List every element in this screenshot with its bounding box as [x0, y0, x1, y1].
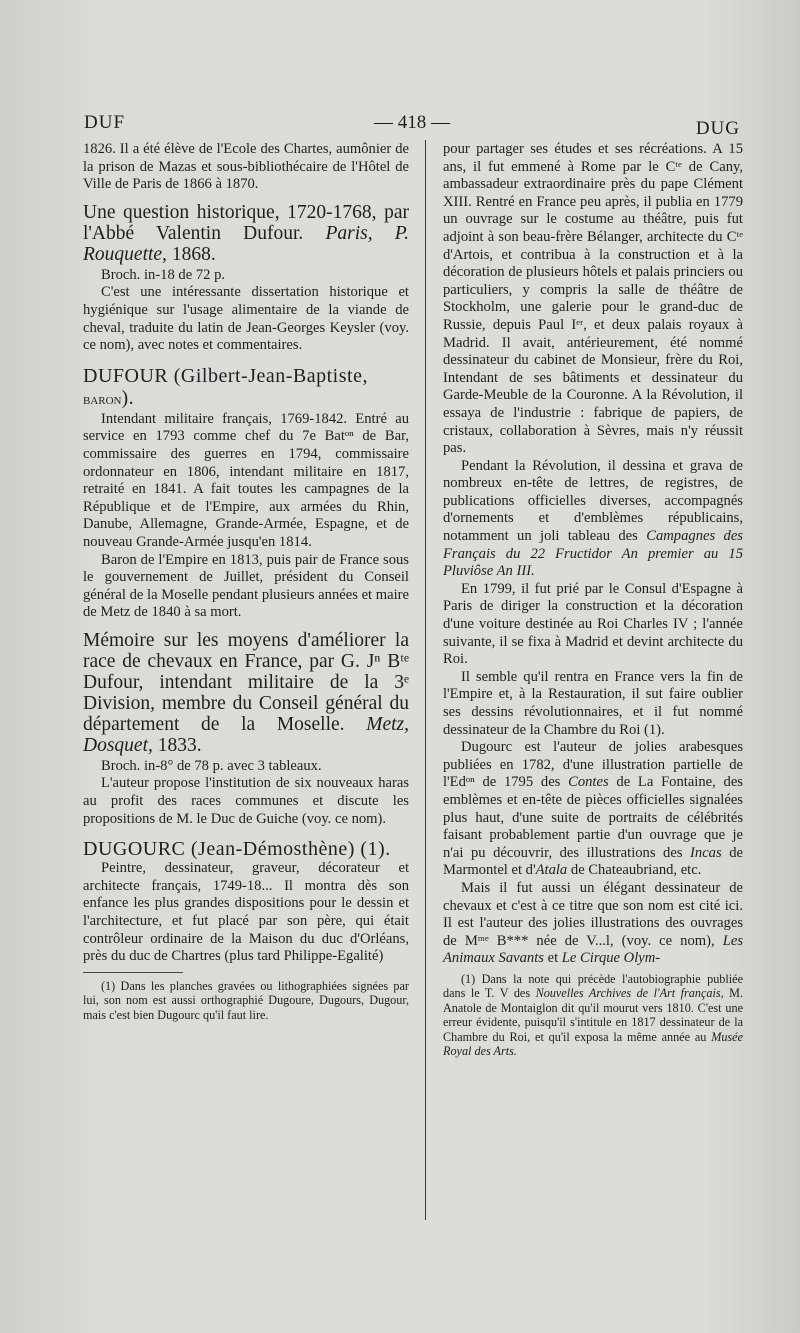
paragraph: C'est une intéressante dissertation historique et hygiénique sur l'usage alimentaire de la viande de cheval, traduite du latin de Jean-Georges Keysler (voy. ce nom), avec notes et commentaires.: [83, 284, 409, 354]
entry-name: DUFOUR (Gilbert-Jean-Baptiste,: [83, 364, 368, 387]
italic-title: Atala: [535, 862, 568, 879]
book-year: 1868.: [171, 243, 216, 265]
book-title-text: Mémoire sur les moyens d'améliorer la race de chevaux en France, par G. Jⁿ Bᵗᵉ Dufour, intendant militaire de la 3ᵉ Division, membre du Conseil général du département de la Moselle.: [83, 629, 409, 735]
paragraph: 1826. Il a été élève de l'Ecole des Chartes, aumônier de la prison de Mazas et sous-bibliothécaire de l'Hôtel de Ville de Paris de 1866 à 1870.: [83, 141, 409, 193]
paragraph: Intendant militaire français, 1769-1842. Entré au service en 1793 comme chef du 7e Batᵒⁿ de Bar, commissaire des guerres en 1794, commissaire ordonnateur en 1806, intendant militaire en 1817, retraité en 1841. A fait toutes les campagnes de la République et de l'Empire, aux armées du Rhin, Danube, Allemagne, Grande-Armée, Espagne, et de nouveau Grande-Armée jusqu'en 1814.: [83, 410, 409, 550]
italic-title: Le Cirque Olym-: [561, 950, 661, 967]
paragraph: pour partager ses études et ses récréations. A 15 ans, il fut emmené à Rome par le Cᵗᵉ de Cany, ambassadeur extraordinaire près du pape Clément XIII. Rentré en France peu après, il publia en 1779 un ouvrage sur le costume au théâtre, puis fut adjoint à son beau-frère Bélanger, architecte du Cᵗᵉ d'Artois, et contribua à la construction et à la décoration de plusieurs hôtels et palais princiers ou particuliers, y compris la salle de théâtre de Stockholm, une galerie pour le grand-duc de Russie, depuis Paul Iᵉʳ, et deux palais royaux à Madrid. Il avait, antérieurement, été nommé dessinateur du cabinet de Monsieur, frère du Roi, Intendant de ses bâtiments et dessinateur du Garde-Meuble de la Couronne. A la Révolution, il essaya de l'industrie : fabrique de papiers, de cristaux, collaboration à Sèvres, mais n'y réussit pas.: [443, 141, 743, 457]
italic-title: Nouvelles Archives de l'Art français,: [535, 986, 724, 1001]
footnote: [443, 972, 743, 1058]
running-header: [84, 112, 740, 140]
italic-title: Incas: [690, 844, 722, 861]
book-imprint: Paris, P. Rouquette,: [83, 222, 410, 265]
paragraph-text: de La Fontaine, des emblèmes et en-tête de pièces officielles signalées plus haut, d'une suite de portraits de célébrités faisant probablement partie d'un ouvrage que je n'ai pu découvrir, des illustrations des: [443, 774, 743, 861]
paragraph-text: et: [547, 950, 559, 967]
header-left-word: DUF: [84, 112, 126, 133]
right-column: [443, 141, 743, 1058]
header-right-word: DUG: [695, 118, 740, 139]
footnote-rule: [83, 972, 183, 973]
paragraph: L'auteur propose l'institution de six nouveaux haras au profit des races communes et discute les propositions de M. le Duc de Guiche (voy. ce nom).: [83, 775, 409, 827]
book-year: 1833.: [157, 734, 202, 756]
format-note: Broch. in-18 de 72 p.: [101, 266, 226, 283]
book-title: [83, 630, 409, 756]
page-number: — 418 —: [374, 112, 450, 133]
paragraph: Peintre, dessinateur, graveur, décorateur et architecte français, 1749-18... Il montra dès son enfance les plus grandes dispositions pour le dessin et l'architecture, et fut placé par son père, qui était contrôleur ordinaire de la Maison du duc d'Orléans, près du duc de Chartres (plus tard Philippe-Egalité): [83, 860, 409, 965]
book-title-text: Une question historique, 1720-1768, par l'Abbé Valentin Dufour.: [83, 201, 409, 244]
paragraph: Il semble qu'il rentra en France vers la fin de l'Empire et, à la Restauration, il sut faire oublier ses dessins révolutionnaires, et il fut nommé dessinateur de la Chambre du Roi (1).: [443, 668, 743, 738]
entry-title-smallcaps: baron: [83, 391, 122, 408]
paragraph-text: Dugourc est l'auteur de jolies arabesques publiées en 1782, d'une illustration partielle de l'Edᵒⁿ de 1795 des: [443, 739, 743, 791]
paragraph-text: de Marmontel et d': [443, 844, 743, 879]
format-note: Broch. in-8° de 78 p. avec 3 tableaux.: [101, 757, 322, 774]
entry-name-end: ).: [121, 386, 135, 409]
paragraph: [443, 739, 743, 880]
paragraph: En 1799, il fut prié par le Consul d'Espagne à Paris de diriger la construction et la décoration d'une voiture destinée au Roi Charles IV ; l'année suivante, il se fixa à Madrid et devint architecte du Roi.: [443, 580, 743, 668]
footnote-text: (1) Dans la note qui précède l'autobiographie publiée dans le T. V des: [443, 971, 743, 1001]
italic-title: Les Animaux Savants: [443, 932, 743, 967]
paragraph: Baron de l'Empire en 1813, puis pair de France sous le gouvernement de Juillet, président du Conseil général de la Moselle pendant plusieurs années et maire de Metz de 1840 à sa mort.: [83, 551, 409, 621]
left-column: [83, 141, 409, 1022]
column-divider: [425, 140, 426, 1220]
italic-title: Campagnes des Français du 22 Fructidor An premier au 15 Pluviôse An III.: [443, 528, 743, 580]
paragraph-text: de Chateaubriand, etc.: [570, 862, 702, 879]
book-imprint: Metz, Dosquet,: [83, 713, 409, 756]
paragraph: [443, 458, 743, 581]
italic-title: Contes: [568, 774, 609, 791]
paragraph-text: Pendant la Révolution, il dessina et grava de nombreux en-tête de lettres, de registres, de publications officielles diverses, accompagnés d'ornements et d'emblèmes républicains, notamment un joli tableau des: [443, 457, 743, 545]
footnote-text: M. Anatole de Montaiglon dit qu'il mourut vers 1810. C'est une erreur évidente, puisqu'il s'intitule en 1817 dessinateur de la Chambre du Roi, et qu'il exposa la même année au: [443, 986, 744, 1044]
paragraph: [443, 880, 743, 968]
paragraph-text: Mais il fut aussi un élégant dessinateur de chevaux et c'est à ce titre que son nom est cité ici. Il est l'auteur des jolies illustrations des ouvrages de Mᵐᵉ B*** née de V...l, (voy. ce nom),: [443, 879, 743, 949]
book-title: [83, 202, 409, 265]
footnote: (1) Dans les planches gravées ou lithographiées signées par lui, son nom est aussi orthographié Dugoure, Dugours, Dugour, mais c'est bien Dugourc qu'il faut lire.: [83, 978, 409, 1022]
italic-title: Musée Royal des Arts.: [443, 1029, 743, 1058]
entry-heading: DUGOURC (Jean-Démosthène) (1).: [83, 838, 391, 861]
entry-heading: [83, 365, 409, 411]
